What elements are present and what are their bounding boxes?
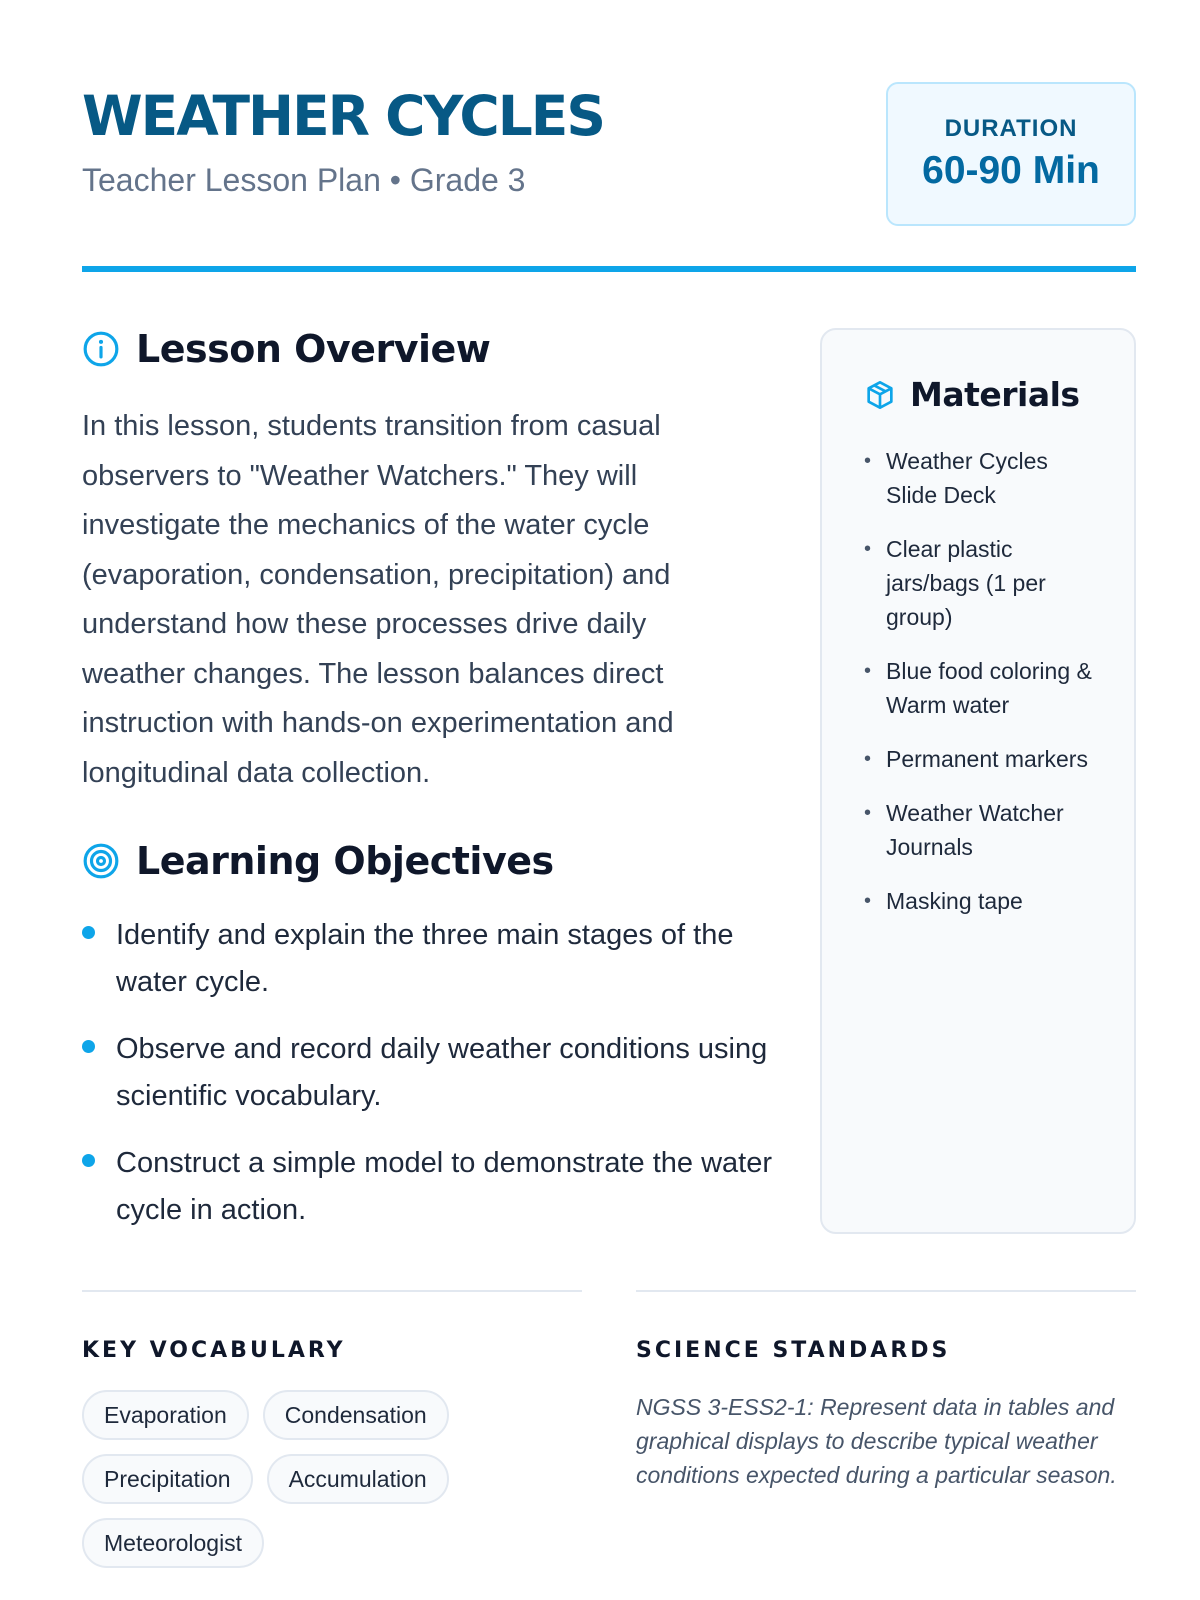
page-subtitle: Teacher Lesson Plan • Grade 3 — [82, 162, 526, 198]
list-item: • Weather Watcher Journals — [864, 796, 1104, 864]
objectives-heading-text: Learning Objectives — [136, 839, 554, 883]
overview-heading-text: Lesson Overview — [136, 327, 491, 371]
vocabulary-label: KEY VOCABULARY — [82, 1338, 346, 1363]
list-item — [82, 1140, 782, 1234]
objective-text: Identify and explain the three main stages of the water cycle. — [116, 919, 734, 998]
materials-heading — [864, 372, 1080, 418]
header-divider — [82, 266, 1136, 272]
target-icon — [82, 842, 120, 880]
info-circle-icon — [82, 330, 120, 368]
list-item: • Clear plastic jars/bags (1 per group) — [864, 532, 1104, 634]
duration-badge — [886, 82, 1136, 226]
bullet-dot — [82, 1154, 95, 1167]
overview-heading — [82, 326, 490, 372]
list-item: • Blue food coloring & Warm water — [864, 654, 1104, 722]
standards-text: NGSS 3-ESS2-1: Represent data in tables and graphical displays to describe typical weather conditions expected during a particular season. — [636, 1394, 1117, 1488]
bullet-dot — [82, 926, 95, 939]
list-item — [82, 912, 782, 1006]
objective-text: Construct a simple model to demonstrate the water cycle in action. — [116, 1147, 773, 1226]
box-icon — [864, 379, 896, 411]
duration-value: 60-90 Min — [922, 149, 1100, 192]
list-item: • Permanent markers — [864, 742, 1104, 776]
list-item — [82, 1026, 782, 1120]
vocabulary-chip: Condensation — [263, 1390, 449, 1440]
standards-divider — [636, 1290, 1136, 1292]
vocabulary-chips — [82, 1390, 582, 1582]
vocabulary-chip: Accumulation — [267, 1454, 449, 1504]
objective-text: Observe and record daily weather conditions using scientific vocabulary. — [116, 1033, 768, 1112]
materials-card — [820, 328, 1136, 1234]
duration-label: DURATION — [944, 115, 1078, 142]
materials-list — [864, 444, 1104, 938]
vocabulary-chip: Evaporation — [82, 1390, 249, 1440]
list-item: • Masking tape — [864, 884, 1104, 918]
materials-heading-text: Materials — [910, 375, 1080, 414]
objectives-list — [82, 912, 782, 1254]
lesson-header — [82, 82, 1136, 272]
page-title: WEATHER CYCLES — [82, 84, 604, 148]
objectives-heading — [82, 838, 554, 884]
list-item: • Weather Cycles Slide Deck — [864, 444, 1104, 512]
bullet-dot — [82, 1040, 95, 1053]
vocabulary-divider — [82, 1290, 582, 1292]
standards-label: SCIENCE STANDARDS — [636, 1338, 951, 1363]
overview-paragraph: In this lesson, students transition from casual observers to "Weather Watchers." They will investigate the mechanics of the water cycle (evaporation, condensation, precipitation) and understand how these processes drive daily weather changes. The lesson balances direct instruction with hands-on experimentation and longitudinal data collection. — [82, 410, 674, 789]
vocabulary-chip: Precipitation — [82, 1454, 253, 1504]
vocabulary-chip: Meteorologist — [82, 1518, 264, 1568]
